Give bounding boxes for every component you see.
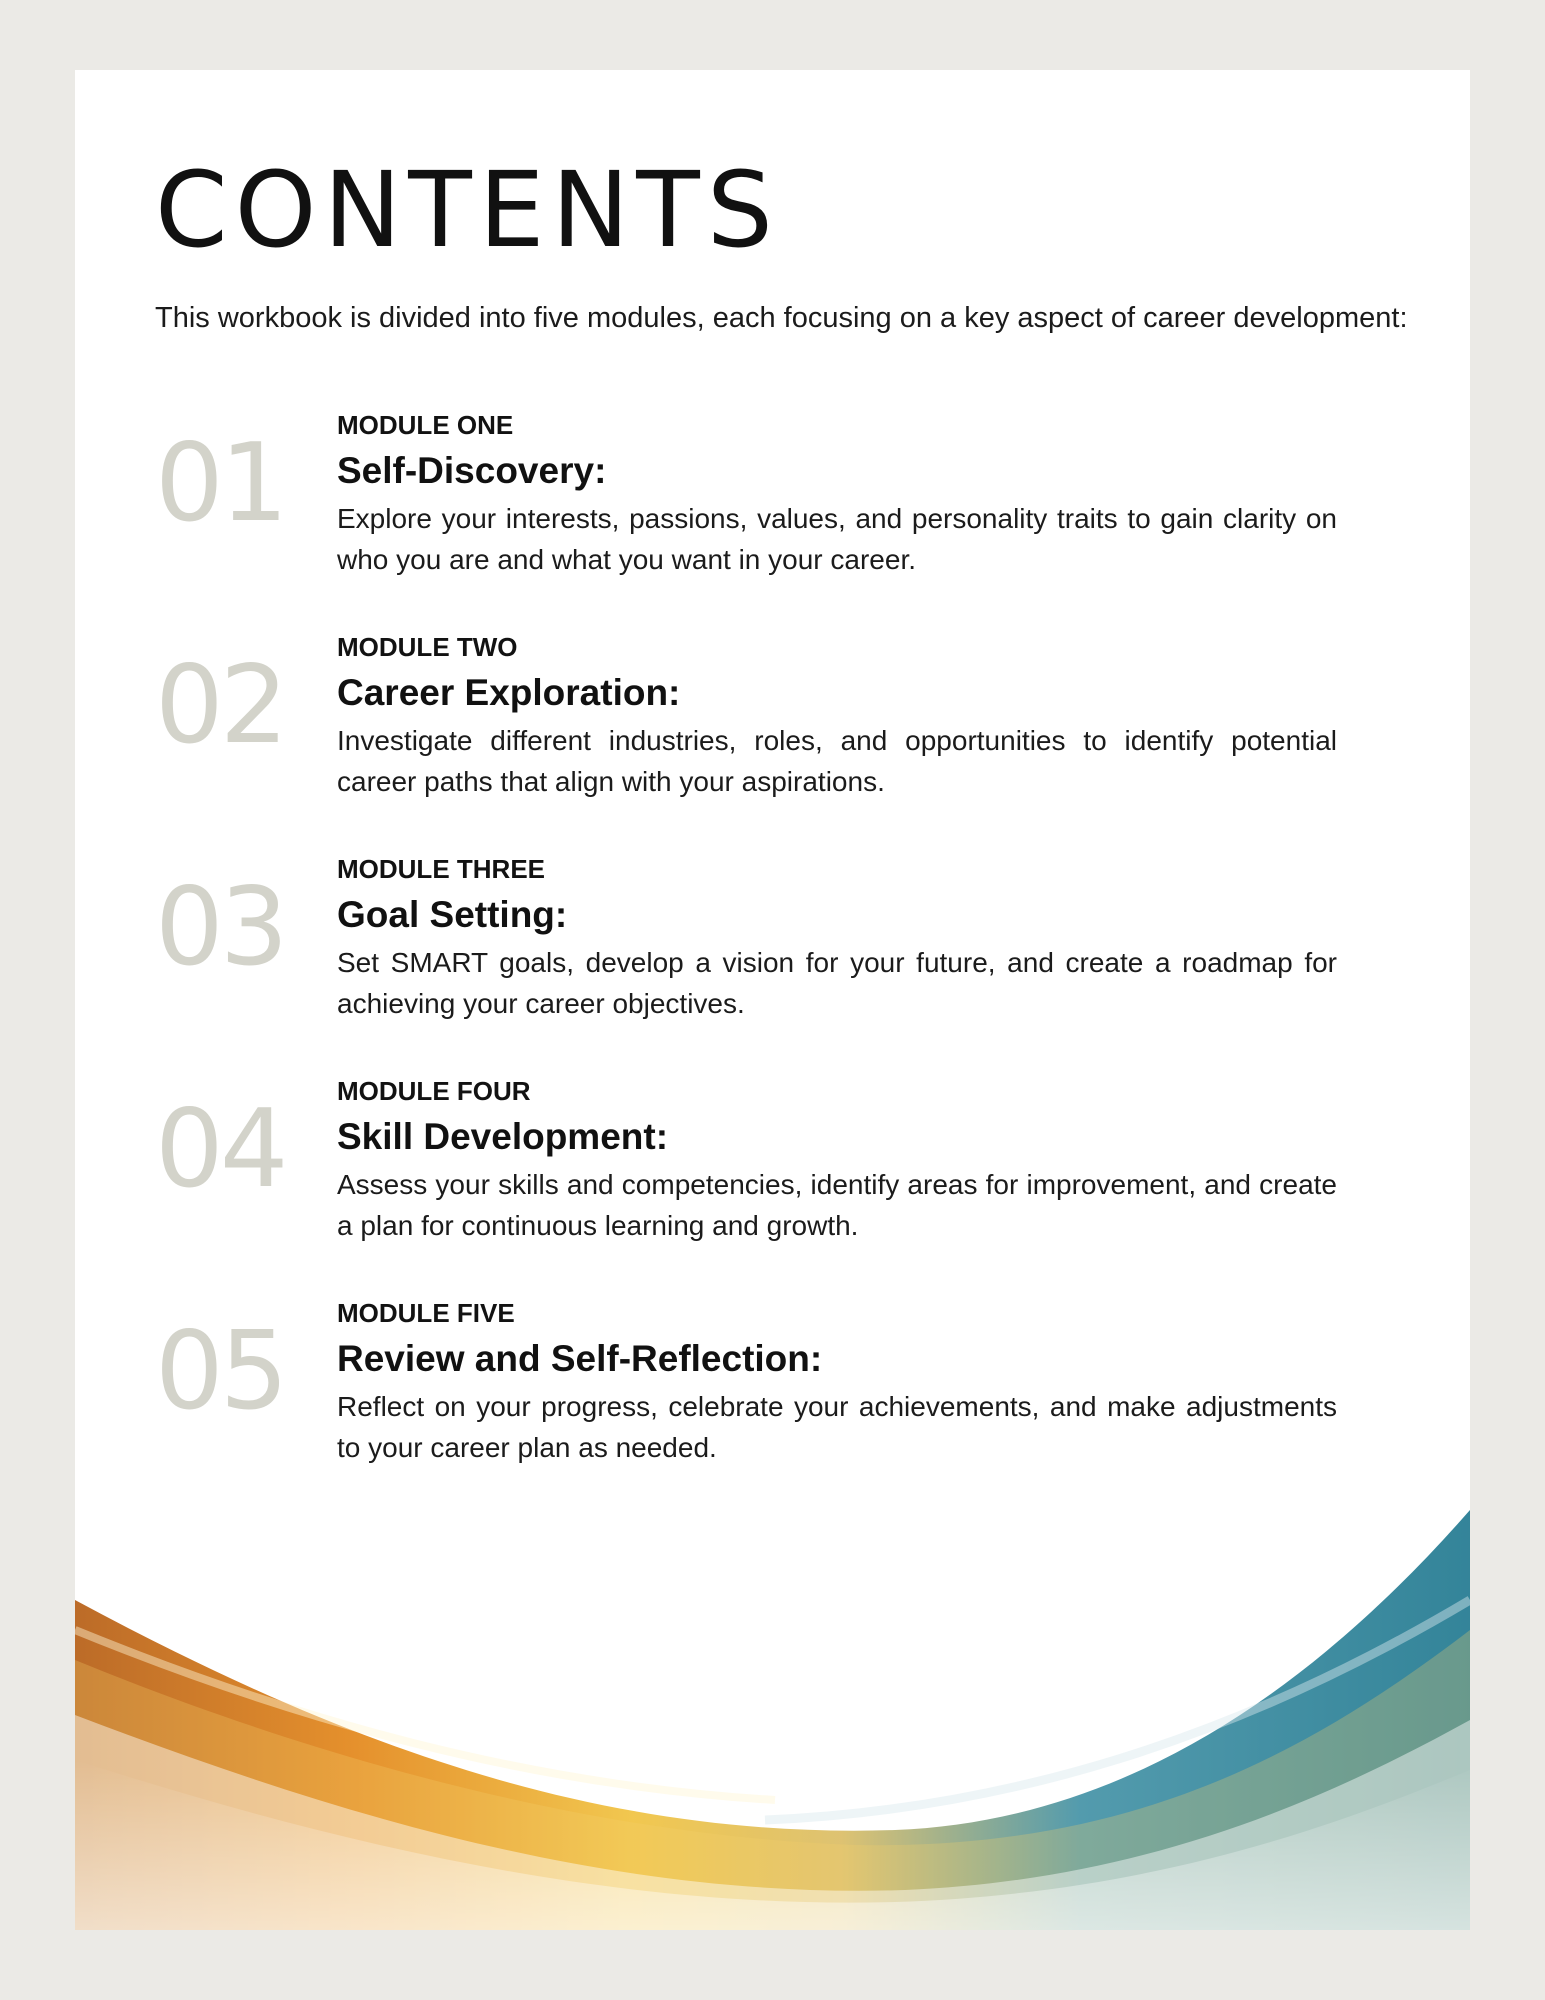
module-label: MODULE TWO [337, 632, 518, 662]
module-content [337, 1076, 1337, 1246]
module-number: 02 [155, 643, 285, 768]
module-item-5 [75, 1298, 1470, 1520]
module-label: MODULE ONE [337, 410, 514, 440]
module-title: Career Exploration: [337, 672, 681, 714]
module-description: Assess your skills and competencies, identify areas for improvement, and create a plan for continuous learning and growth. [337, 1168, 1337, 1241]
module-item-3 [75, 854, 1470, 1076]
intro-text: This workbook is divided into five modules, each focusing on a key aspect of career development: [155, 302, 1408, 334]
module-number: 04 [155, 1087, 285, 1212]
contents-page [75, 70, 1470, 1930]
module-item-2 [75, 632, 1470, 854]
module-title: Self-Discovery: [337, 450, 607, 492]
module-content [337, 632, 1337, 802]
module-item-1 [75, 410, 1470, 632]
module-content [337, 854, 1337, 1024]
module-description: Set SMART goals, develop a vision for your future, and create a roadmap for achieving your career objectives. [337, 946, 1337, 1019]
decorative-wave [75, 1510, 1470, 1930]
module-number: 01 [155, 421, 285, 546]
module-description: Investigate different industries, roles, and opportunities to identify potential career paths that align with your aspirations. [337, 724, 1337, 797]
module-label: MODULE THREE [337, 854, 545, 884]
module-item-4 [75, 1076, 1470, 1298]
module-title: Skill Development: [337, 1116, 669, 1158]
module-number: 03 [155, 865, 285, 990]
module-content [337, 410, 1337, 580]
module-description: Explore your interests, passions, values, and personality traits to gain clarity on who you are and what you want in your career. [337, 502, 1337, 575]
module-title: Review and Self-Reflection: [337, 1338, 823, 1380]
module-number: 05 [155, 1309, 285, 1434]
page-title: CONTENTS [155, 149, 780, 271]
module-description: Reflect on your progress, celebrate your achievements, and make adjustments to your career plan as needed. [337, 1390, 1337, 1463]
module-content [337, 1298, 1337, 1468]
module-label: MODULE FIVE [337, 1298, 515, 1328]
module-label: MODULE FOUR [337, 1076, 531, 1106]
module-list [75, 410, 1470, 1520]
module-title: Goal Setting: [337, 894, 568, 936]
